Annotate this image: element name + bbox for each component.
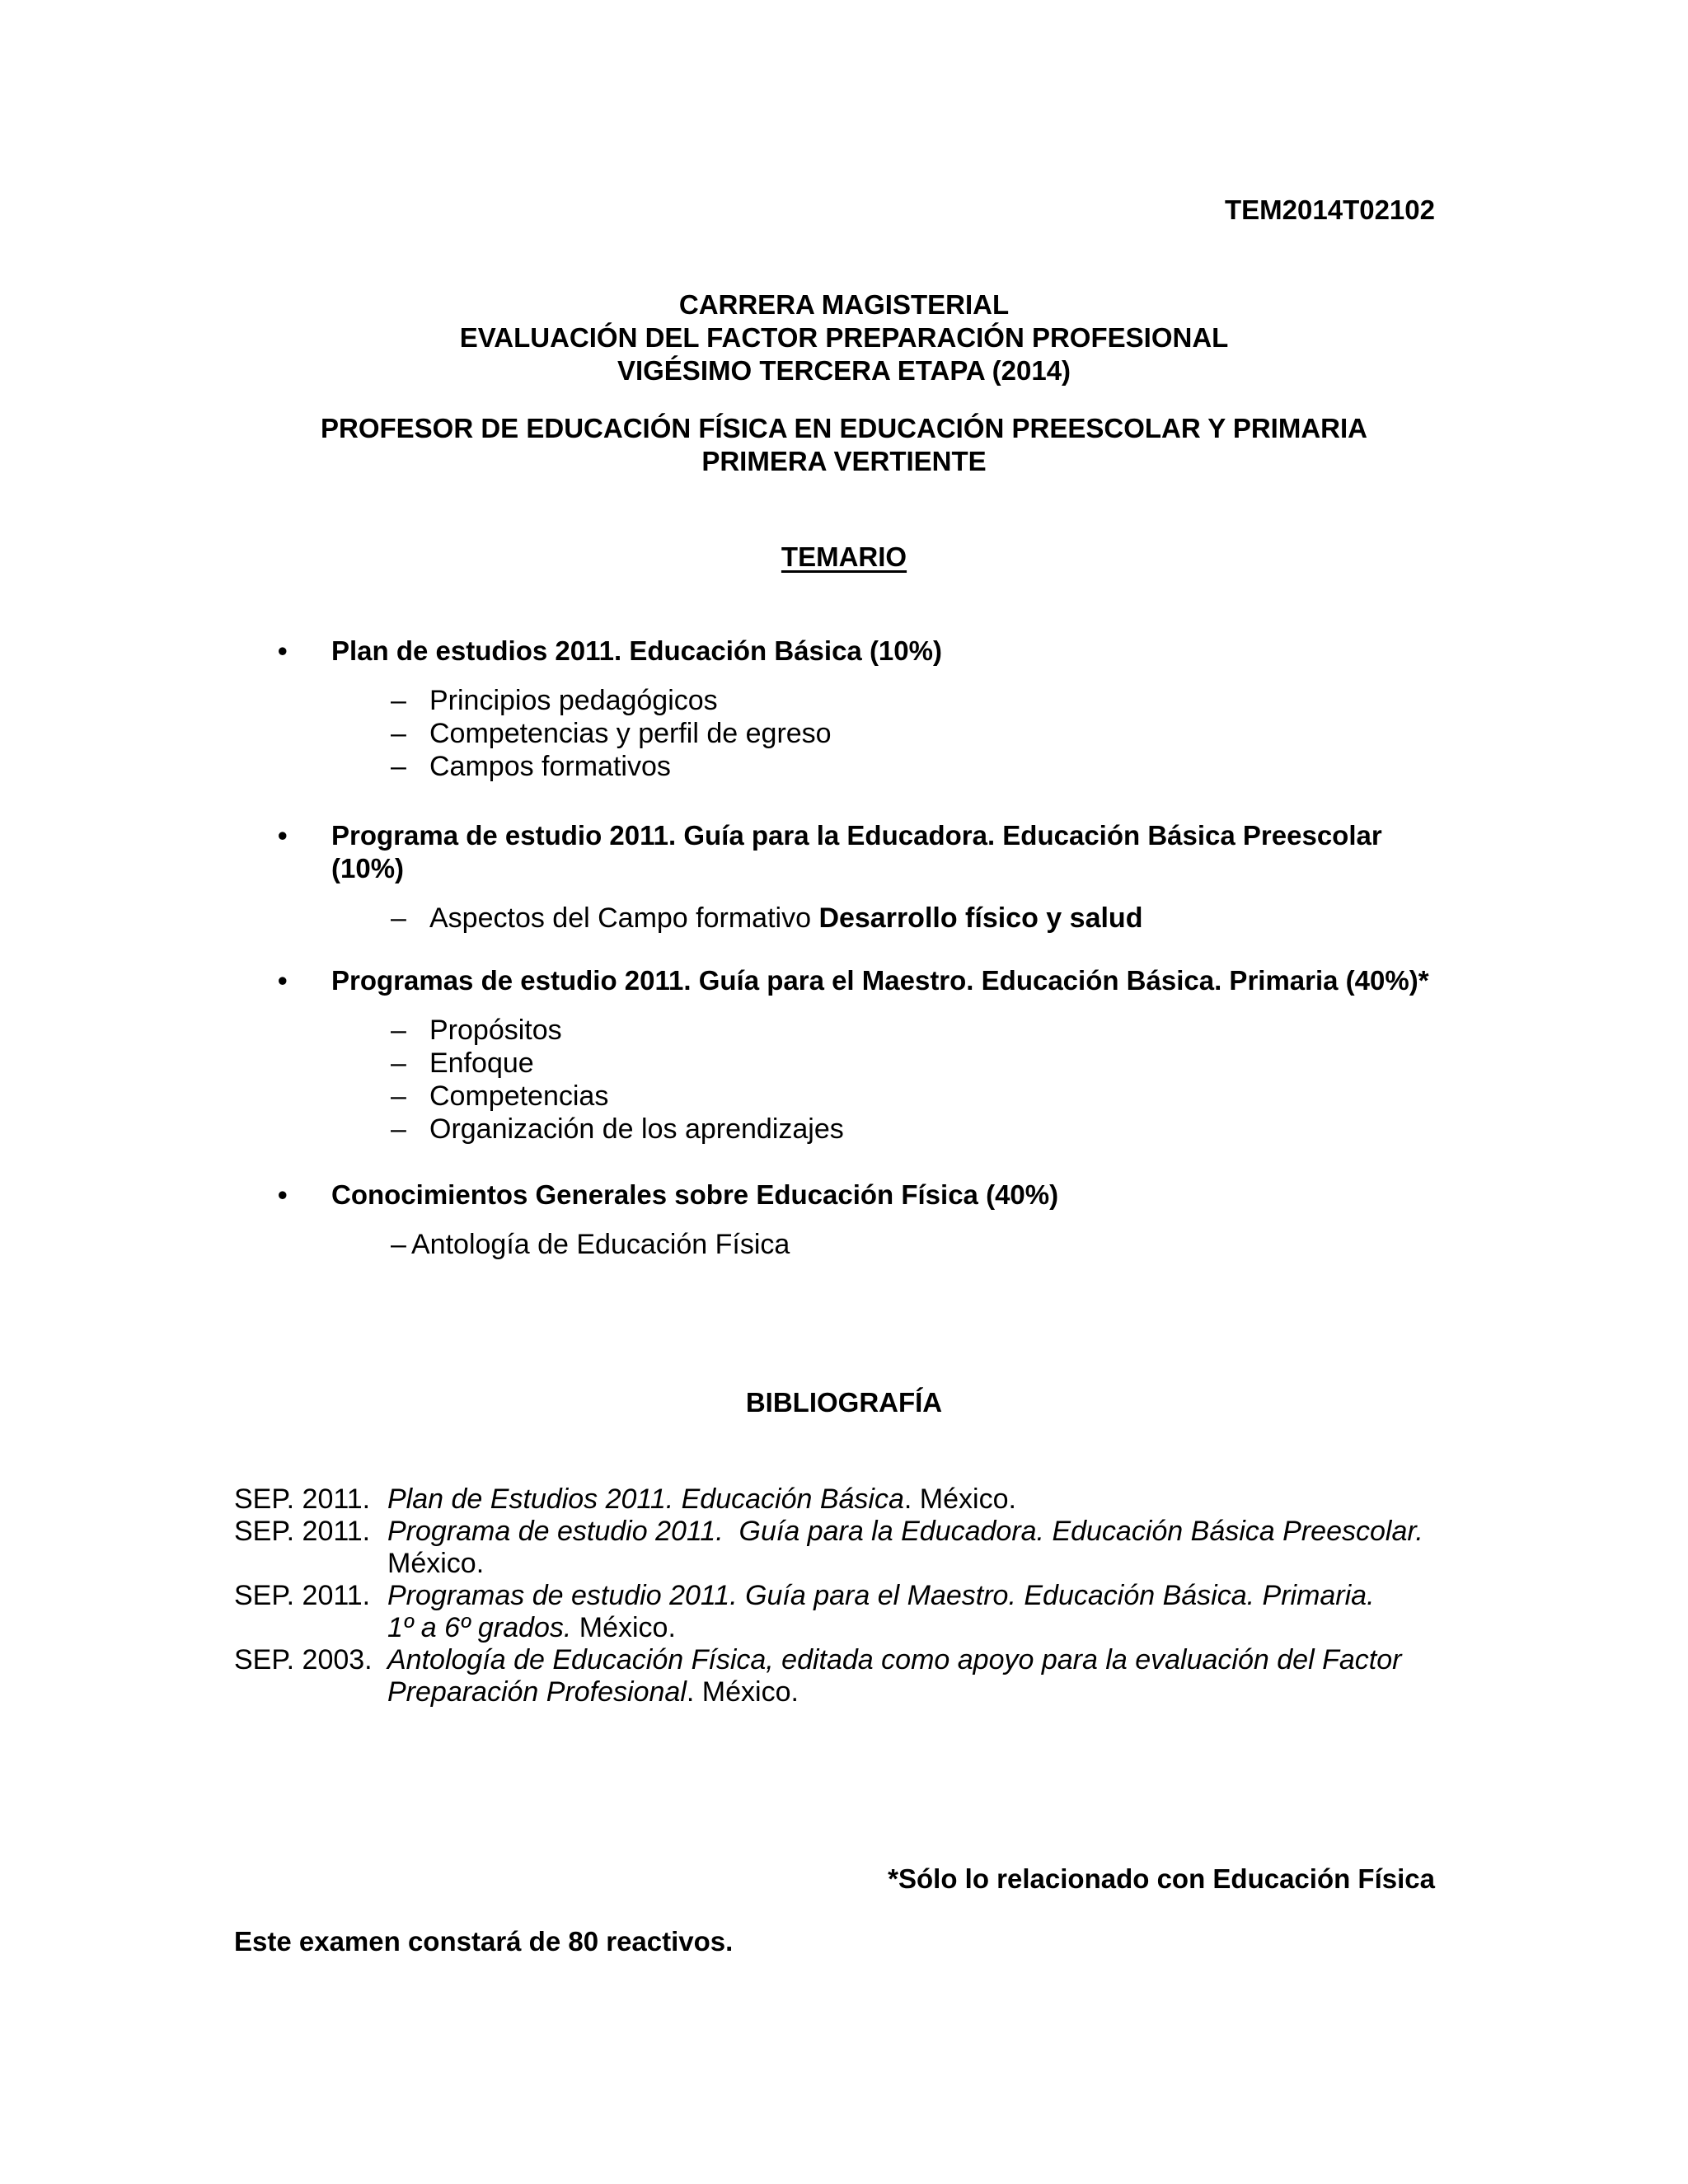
- list-item: – Competencias y perfil de egreso: [391, 718, 832, 749]
- bullet-icon: •: [278, 1179, 288, 1210]
- dash-icon: –: [391, 902, 406, 934]
- section-heading: [278, 1179, 1456, 1212]
- temario-title: TEMARIO: [781, 541, 907, 572]
- temario-section-2: [278, 819, 1456, 935]
- bib-entry: [234, 1516, 1487, 1580]
- dash-icon: –: [391, 685, 406, 716]
- document-code: TEM2014T02102: [1225, 194, 1435, 225]
- section-items: [278, 684, 1456, 783]
- bullet-icon: •: [278, 635, 288, 666]
- temario-section-1: [278, 635, 1456, 783]
- subheader-block: [0, 412, 1688, 478]
- header-line-1: CARRERA MAGISTERIAL: [678, 289, 1010, 320]
- dash-icon: –: [391, 1047, 406, 1079]
- list-item: – Competencias: [391, 1080, 609, 1112]
- dash-icon: –: [391, 1229, 406, 1260]
- section-heading: [278, 635, 1456, 668]
- bib-date: SEP. 2011.: [234, 1580, 371, 1611]
- list-item: – Campos formativos: [391, 751, 671, 782]
- footnote: *Sólo lo relacionado con Educación Física: [888, 1863, 1435, 1894]
- exam-note: Este examen constará de 80 reactivos.: [234, 1926, 734, 1957]
- section-title: Programa de estudio 2011. Guía para la Educadora. Educación Básica Preescolar (10%): [331, 820, 1382, 883]
- bib-date: SEP. 2011.: [234, 1483, 371, 1515]
- section-title: Programas de estudio 2011. Guía para el Maestro. Educación Básica. Primaria (40%)*: [331, 965, 1429, 996]
- section-items: [278, 1014, 1456, 1146]
- bullet-icon: •: [278, 965, 288, 996]
- list-item: – Aspectos del Campo formativo Desarrollo físico y salud: [391, 902, 1143, 934]
- dash-icon: –: [391, 751, 406, 782]
- section-heading: [278, 964, 1456, 997]
- bullet-icon: •: [278, 820, 288, 851]
- list-item: – Propósitos: [391, 1015, 562, 1046]
- list-item: – Antología de Educación Física: [391, 1229, 790, 1260]
- bib-date: SEP. 2011.: [234, 1516, 371, 1547]
- section-heading: [278, 819, 1456, 885]
- header-line-4: PROFESOR DE EDUCACIÓN FÍSICA EN EDUCACIÓN PREESCOLAR Y PRIMARIA: [320, 413, 1368, 443]
- bib-date: SEP. 2003.: [234, 1644, 373, 1675]
- list-item: – Principios pedagógicos: [391, 685, 718, 716]
- bibliografia-list: [234, 1483, 1487, 1708]
- section-title: Conocimientos Generales sobre Educación Física (40%): [331, 1179, 1059, 1210]
- bib-entry: [234, 1483, 1487, 1516]
- bib-entry: [234, 1644, 1487, 1708]
- header-block: [0, 288, 1688, 387]
- list-item: – Enfoque: [391, 1047, 534, 1079]
- section-title: Plan de estudios 2011. Educación Básica (10%): [331, 635, 942, 666]
- bib-entry: [234, 1580, 1487, 1644]
- temario-section-4: [278, 1179, 1456, 1261]
- bib-text: Plan de Estudios 2011. Educación Básica. México.: [387, 1483, 1016, 1515]
- bib-text: Programas de estudio 2011. Guía para el Maestro. Educación Básica. Primaria. 1º a 6º grados. México.: [387, 1580, 1375, 1643]
- bib-text: Programa de estudio 2011. Guía para la Educadora. Educación Básica Preescolar. México.: [387, 1516, 1423, 1579]
- header-line-3: VIGÉSIMO TERCERA ETAPA (2014): [617, 355, 1071, 386]
- header-line-2: EVALUACIÓN DEL FACTOR PREPARACIÓN PROFESIONAL: [459, 322, 1229, 353]
- bibliografia-title: BIBLIOGRAFÍA: [745, 1387, 943, 1418]
- section-items: [278, 902, 1456, 935]
- dash-icon: –: [391, 1113, 406, 1145]
- header-line-5: PRIMERA VERTIENTE: [701, 446, 987, 476]
- dash-icon: –: [391, 1080, 406, 1112]
- section-items: [278, 1228, 1456, 1261]
- temario-section-3: [278, 964, 1456, 1146]
- dash-icon: –: [391, 718, 406, 749]
- list-item: – Organización de los aprendizajes: [391, 1113, 844, 1145]
- bib-text: Antología de Educación Física, editada como apoyo para la evaluación del Factor Preparación Profesional. México.: [387, 1644, 1402, 1708]
- dash-icon: –: [391, 1015, 406, 1046]
